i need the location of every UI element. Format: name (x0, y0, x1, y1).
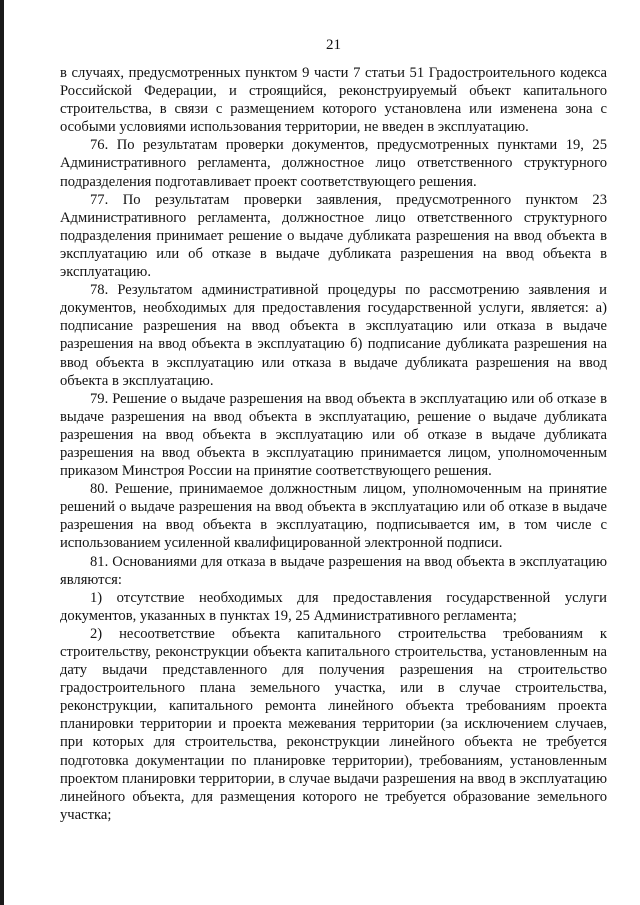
paragraph-78: 78. Результатом административной процедуры по рассмотрению заявления и документов, необходимых для предоставления государственной услуги, является: а) подписание разрешения на ввод объекта в эксплуатацию или отказа в выдаче разрешения на ввод объекта в эксплуатацию б) подписание дубликата разрешения на ввод объекта в эксплуатацию или отказа в выдаче дубликата разрешения на ввод объекта в эксплуатацию. (60, 282, 607, 389)
page-number: 21 (326, 37, 341, 53)
paragraph-79: 79. Решение о выдаче разрешения на ввод объекта в эксплуатацию или об отказе в выдаче разрешения на ввод объекта в эксплуатацию, решение о выдаче дубликата разрешения на ввод объекта в эксплуатацию или об отказе в выдаче дубликата разрешения на ввод объекта в эксплуатацию принимается лицом, уполномоченным приказом Минстроя России на принятие соответствующего решения. (60, 390, 607, 480)
paragraph-77: 77. По результатам проверки заявления, предусмотренного пунктом 23 Административного регламента, должностное лицо ответственного структурного подразделения принимает решение о выдаче дубликата разрешения на ввод объекта в эксплуатацию или об отказе в выдаче дубликата разрешения на ввод объекта в эксплуатацию. (60, 191, 607, 281)
paragraph-continuation: в случаях, предусмотренных пунктом 9 части 7 статьи 51 Градостроительного кодекса Российской Федерации, и строящийся, реконструируемый объект капитального строительства, в связи с размещением которого установлена или изменена зона с особыми условиями использования территории, не введен в эксплуатацию. (60, 65, 607, 136)
list-item-2: 2) несоответствие объекта капитального строительства требованиям к строительству, реконструкции объекта капитального строительства, установленным на дату выдачи представленного для получения разрешения на строительство градостроительного плана земельного участка, или в случае строительства, реконструкции, капитального ремонта линейного объекта требованиям проекта планировки территории и проекта межевания территории (за исключением случаев, при которых для строительства, реконструкции линейного объекта не требуется подготовка документации по планировке территории), требованиям, установленным проектом планировки территории, в случае выдачи разрешения на ввод в эксплуатацию линейного объекта, для размещения которого не требуется образование земельного участка; (60, 625, 608, 823)
paragraph-76: 76. По результатам проверки документов, предусмотренных пунктами 19, 25 Административного регламента, должностное лицо ответственного структурного подразделения подготавливает проект соответствующего решения. (60, 137, 607, 190)
scan-edge-shadow (0, 0, 4, 905)
paragraph-80: 80. Решение, принимаемое должностным лицом, уполномоченным на принятие решений о выдаче разрешения на ввод объекта в эксплуатацию или об отказе в выдаче разрешения на ввод объекта в эксплуатацию, подписывается им, в том числе с использованием усиленной квалифицированной электронной подписи. (60, 481, 607, 552)
list-item-1: 1) отсутствие необходимых для предоставления государственной услуги документов, указанных в пунктах 19, 25 Административного регламента; (60, 589, 607, 624)
paragraph-81: 81. Основаниями для отказа в выдаче разрешения на ввод объекта в эксплуатацию являются: (60, 553, 607, 588)
